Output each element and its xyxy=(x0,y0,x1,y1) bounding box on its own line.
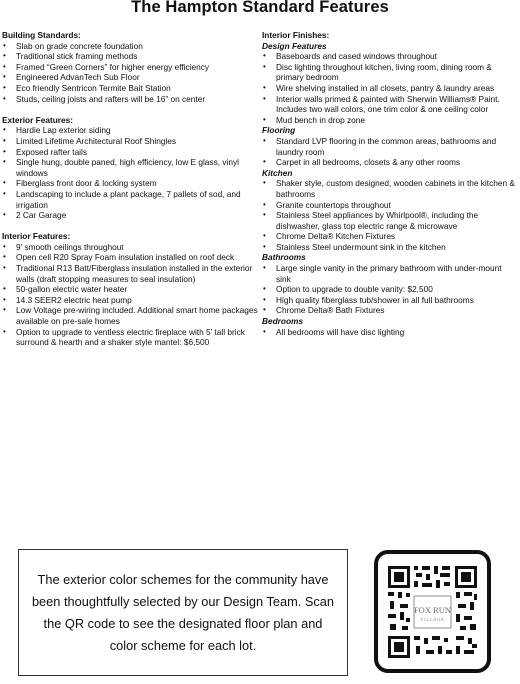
color-scheme-notice: The exterior color schemes for the community have been thoughtfully selected by our Design Team. Scan the QR code to see the designated floor plan and color scheme for each lot. xyxy=(18,549,348,676)
list-item: • Landscaping to include a plant package, 7 pallets of sod, and irrigation xyxy=(2,189,258,210)
list-item: • All bedrooms will have disc lighting xyxy=(262,327,518,338)
list-item: • Wire shelving installed in all closets, pantry & laundry areas xyxy=(262,83,518,94)
exterior-features-heading: Exterior Features: xyxy=(2,114,74,125)
bedrooms-heading: Bedrooms xyxy=(262,316,304,327)
design-features-heading: Design Features xyxy=(262,40,327,51)
list-item: • Stainless Steel appliances by Whirlpool®, including the dishwasher, glass top electric range & microwave xyxy=(262,210,518,231)
left-column xyxy=(2,30,258,348)
list-item: • Mud bench in drop zone xyxy=(262,115,518,126)
list-item: • Granite countertops throughout xyxy=(262,200,518,211)
list-item: • Option to upgrade to double vanity: $2,500 xyxy=(262,284,518,295)
interior-features-heading: Interior Features: xyxy=(2,231,71,242)
building-standards-list xyxy=(2,41,258,105)
design-features-list xyxy=(262,51,518,125)
qr-logo-text: FOX RUN xyxy=(413,605,452,615)
list-item: • Open cell R20 Spray Foam insulation installed on roof deck xyxy=(2,252,258,263)
interior-features-list xyxy=(2,242,258,348)
qr-logo-subtext: VILLAGE xyxy=(420,617,445,622)
kitchen-list xyxy=(262,178,518,252)
list-item: • Single hung, double paned, high efficiency, low E glass, vinyl windows xyxy=(2,157,258,178)
list-item: • Large single vanity in the primary bathroom with under-mount sink xyxy=(262,263,518,284)
kitchen-heading: Kitchen xyxy=(262,167,293,178)
list-item: • 14.3 SEER2 electric heat pump xyxy=(2,295,258,306)
list-item: • Interior walls primed & painted with Sherwin Williams® Paint. Includes two wall colors, one trim color & one ceiling color xyxy=(262,94,518,115)
list-item: • Chrome Delta® Kitchen Fixtures xyxy=(262,231,518,242)
building-standards-heading: Building Standards: xyxy=(2,30,81,40)
page-title: The Hampton Standard Features xyxy=(131,0,389,16)
flooring-list xyxy=(262,136,518,168)
list-item: • Limited Lifetime Architectural Roof Shingles xyxy=(2,136,258,147)
list-item: • Chrome Delta® Bath Fixtures xyxy=(262,305,518,316)
flooring-heading: Flooring xyxy=(262,125,296,136)
list-item: • 50-gallon electric water heater xyxy=(2,284,258,295)
exterior-features-list xyxy=(2,125,258,220)
list-item: • Shaker style, custom designed, wooden cabinets in the kitchen & bathrooms xyxy=(262,178,518,199)
interior-finishes-heading: Interior Finishes: xyxy=(262,30,330,40)
list-item: • Stainless Steel undermount sink in the kitchen xyxy=(262,242,518,253)
list-item: • Baseboards and cased windows throughout xyxy=(262,51,518,62)
list-item: • Slab on grade concrete foundation xyxy=(2,41,258,52)
bedrooms-list xyxy=(262,327,518,338)
bathrooms-heading: Bathrooms xyxy=(262,252,306,263)
list-item: • Traditional stick framing methods xyxy=(2,51,258,62)
list-item: • Framed “Green Corners” for higher energy efficiency xyxy=(2,62,258,73)
list-item: • 9’ smooth ceilings throughout xyxy=(2,242,258,253)
list-item: • Traditional R13 Batt/Fiberglass insulation installed in the exterior walls (draft stopping measures to seal insulation) xyxy=(2,263,258,284)
list-item: • Carpet in all bedrooms, closets & any other rooms xyxy=(262,157,518,168)
list-item: • Option to upgrade to ventless electric fireplace with 5’ tall brick surround & hearth and a shaker style mantel: $6,500 xyxy=(2,327,258,348)
list-item: • Exposed rafter tails xyxy=(2,147,258,158)
bathrooms-list xyxy=(262,263,518,316)
list-item: • Standard LVP flooring in the common areas, bathrooms and laundry room xyxy=(262,136,518,157)
qr-code-icon[interactable] xyxy=(386,564,479,660)
list-item: • Disc lighting throughout kitchen, living room, dining room & primary bedroom xyxy=(262,62,518,83)
list-item: • Studs, ceiling joists and rafters will be 16” on center xyxy=(2,94,258,105)
list-item: • Fiberglass front door & locking system xyxy=(2,178,258,189)
list-item: • Engineered AdvanTech Sub Floor xyxy=(2,72,258,83)
list-item: • Low Voltage pre-wiring included. Additional smart home packages available on pre-sale homes xyxy=(2,305,258,326)
list-item: • High quality fiberglass tub/shower in all full bathrooms xyxy=(262,295,518,306)
list-item: • Eco friendly Sentricon Termite Bait Station xyxy=(2,83,258,94)
right-column xyxy=(262,30,518,337)
list-item: • Hardie Lap exterior siding xyxy=(2,125,258,136)
qr-code-frame[interactable] xyxy=(374,550,491,673)
list-item: • 2 Car Garage xyxy=(2,210,258,221)
